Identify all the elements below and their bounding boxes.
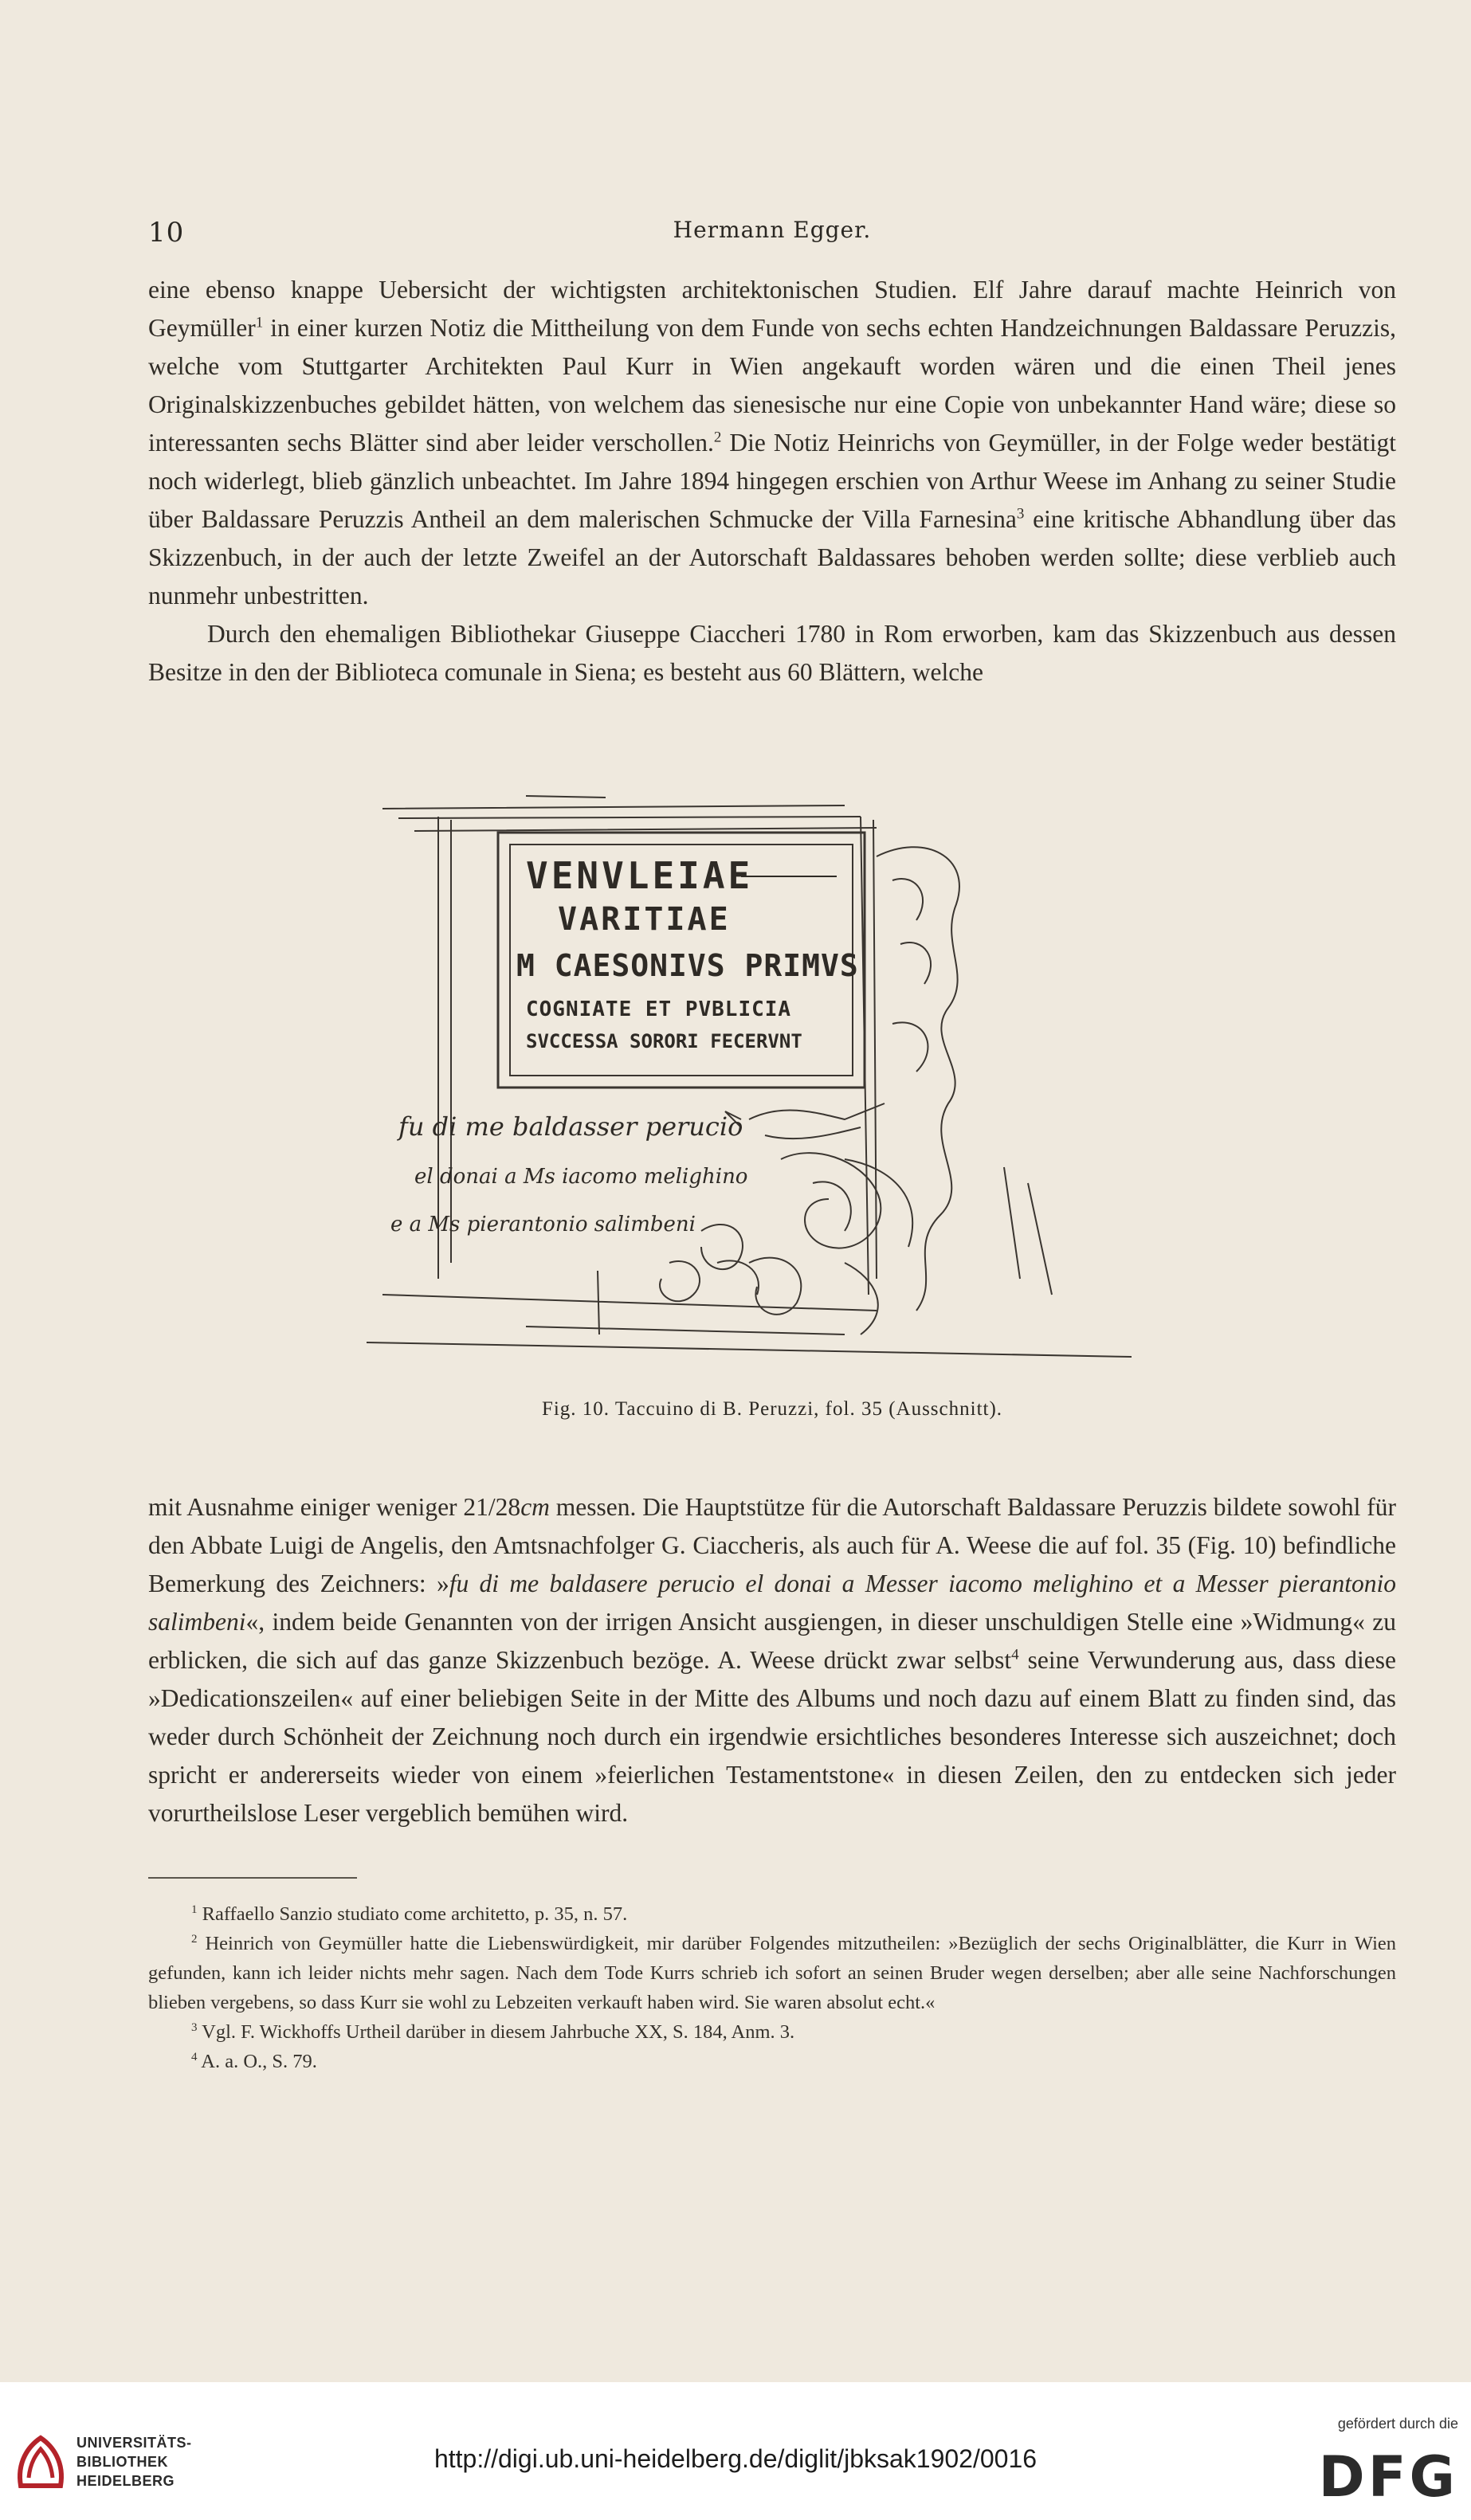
body-text-top [148,271,1396,692]
inscription-line-1: VENVLEIAE [526,854,754,897]
footnote-ref-4[interactable]: 4 [1011,1646,1019,1664]
footnote-separator [148,1877,357,1879]
footnote-2: $^2$ Heinrich von Geymüller hatte die Liebenswürdigkeit, mir darüber Folgendes mitzutheilen: »Bezüglich der sechs Originalblätter, die Kurr in Wien gefunden, kann ich leider nichts mehr sagen. Nach dem Tode Kurrs schrieb ich sofort an seinen Bruder wegen derselben; aber alle seine Nachforschungen blieben vergebens, so dass Kurr sie wohl zu Lebzeiten verkauft haben wird. Sie waren absolut echt.« [148,1932,1396,2013]
handwriting-line-1: fu di me baldasser perucio [398,1111,743,1142]
library-name-line-3: HEIDELBERG [76,2473,175,2489]
figure-caption: Fig. 10. Taccuino di B. Peruzzi, fol. 35 (Ausschnitt). [541,1398,1003,1420]
footnotes [148,1899,1396,2076]
footnote-1: $^1$ Raffaello Sanzio studiato come architetto, p. 35, n. 57. [191,1903,628,1925]
footnote-ref-1[interactable]: 1 [255,314,264,331]
handwriting-line-2: el donai a Ms iacomo melighino [414,1165,748,1189]
inscription-line-3: M CAESONIVS PRIMVS [516,948,859,983]
figure-sketch [367,785,1140,1374]
inscription-line-5: SVCCESSA SORORI FECERVNT [526,1030,802,1052]
page-number: 10 [148,217,185,249]
footnote-ref-2[interactable]: 2 [713,429,722,446]
library-name-line-2: BIBLIOTHEK [76,2454,168,2470]
handwriting-line-3: e a Ms pierantonio salimbeni [390,1213,696,1236]
paragraph-3: mit Ausnahme einiger weniger 21/28cm messen. Die Hauptstütze für die Autorschaft Baldassare Peruzzis bildete sowohl für den Abbate Luigi de Angelis, den Amtsnachfolger G. Ciaccheris, als auch für A. Weese die auf fol. 35 (Fig. 10) befindliche Bemerkung des Zeichners: »fu di me baldasere perucio el donai a Messer iacomo melighino et a Messer pierantonio salimbeni«, indem beide Genannten von der irrigen Ansicht ausgiengen, in dieser unschuldigen Stelle eine »Widmung« zu erblicken, die sich auf das ganze Skizzenbuch bezöge. A. Weese drückt zwar selbst$^4$ seine Verwunderung aus, dass diese »Dedicationszeilen« auf einer beliebigen Seite in der Mitte des Albums und noch dazu auf einem Blatt zu finden sind, das weder durch Schönheit der Zeichnung noch durch ein irgendwie ersichtliches besonderes Interesse sich auszeichnet; doch spricht er andererseits wieder von einem »feierlichen Testamentstone« in diesen Zeilen, den zu entdecken sich jeder vorurtheilslose Leser vergeblich bemühen wird. [148,1493,1397,1827]
paragraph-2: Durch den ehemaligen Bibliothekar Giuseppe Ciaccheri 1780 in Rom erworben, kam das Skizzenbuch aus dessen Besitze in den der Biblioteca comunale in Siena; es besteht aus 60 Blättern, welche [148,620,1396,686]
dfg-logo[interactable] [1243,2416,1458,2511]
page-header [148,209,1396,257]
funder-logo: DFG [1318,2444,1458,2510]
library-name-line-1: UNIVERSITÄTS- [76,2435,192,2451]
viewer-footer [0,2382,1471,2520]
footnote-ref-3[interactable]: 3 [1016,505,1025,523]
footnote-3: $^3$ Vgl. F. Wickhoffs Urtheil darüber in diesem Jahrbuche XX, S. 184, Anm. 3. [191,2020,795,2043]
inscription-line-4: COGNIATE ET PVBLICIA [526,997,792,1021]
document-url[interactable]: http://digi.ub.uni-heidelberg.de/diglit/jbksak1902/0016 [433,2444,1038,2473]
paragraph-1: eine ebenso knappe Uebersicht der wichtigsten architektonischen Studien. Elf Jahre darauf machte Heinrich von Geymüller$^1$ in einer kurzen Notiz die Mittheilung von dem Funde von sechs echten Handzeichnungen Baldassare Peruzzis, welche vom Stuttgarter Architekten Paul Kurr in Wien angekauft worden wären und die einen Theil jenes Originalskizzenbuches gebildet hätten, von welchem das sienesische nur eine Copie von unbekannter Hand wäre; diese so interessanten sechs Blätter sind aber leider verschollen.$^2$ Die Notiz Heinrichs von Geymüller, in der Folge weder bestätigt noch widerlegt, blieb gänzlich unbeachtet. Im Jahre 1894 hingegen erschien von Arthur Weese im Anhang zu seiner Studie über Baldassare Peruzzis Antheil an dem malerischen Schmucke der Villa Farnesina$^3$ eine kritische Abhandlung über das Skizzenbuch, in der auch der letzte Zweifel an der Autorschaft Baldassares behoben werden sollte; diese verblieb auch nunmehr unbestritten. [148,276,1397,609]
footnote-4: $^4$ A. a. O., S. 79. [191,2050,317,2072]
running-title: Hermann Egger. [673,217,872,243]
inscription-line-2: VARITIAE [558,901,731,938]
funding-note: gefördert durch die [1337,2416,1458,2432]
sketch-drawing [367,785,1140,1374]
body-text-bottom [148,1488,1396,1832]
dedication-quote: fu di me baldasere perucio el donai a Messer iacomo melighino et a Messer pierantonio salimbeni [148,1570,1397,1636]
